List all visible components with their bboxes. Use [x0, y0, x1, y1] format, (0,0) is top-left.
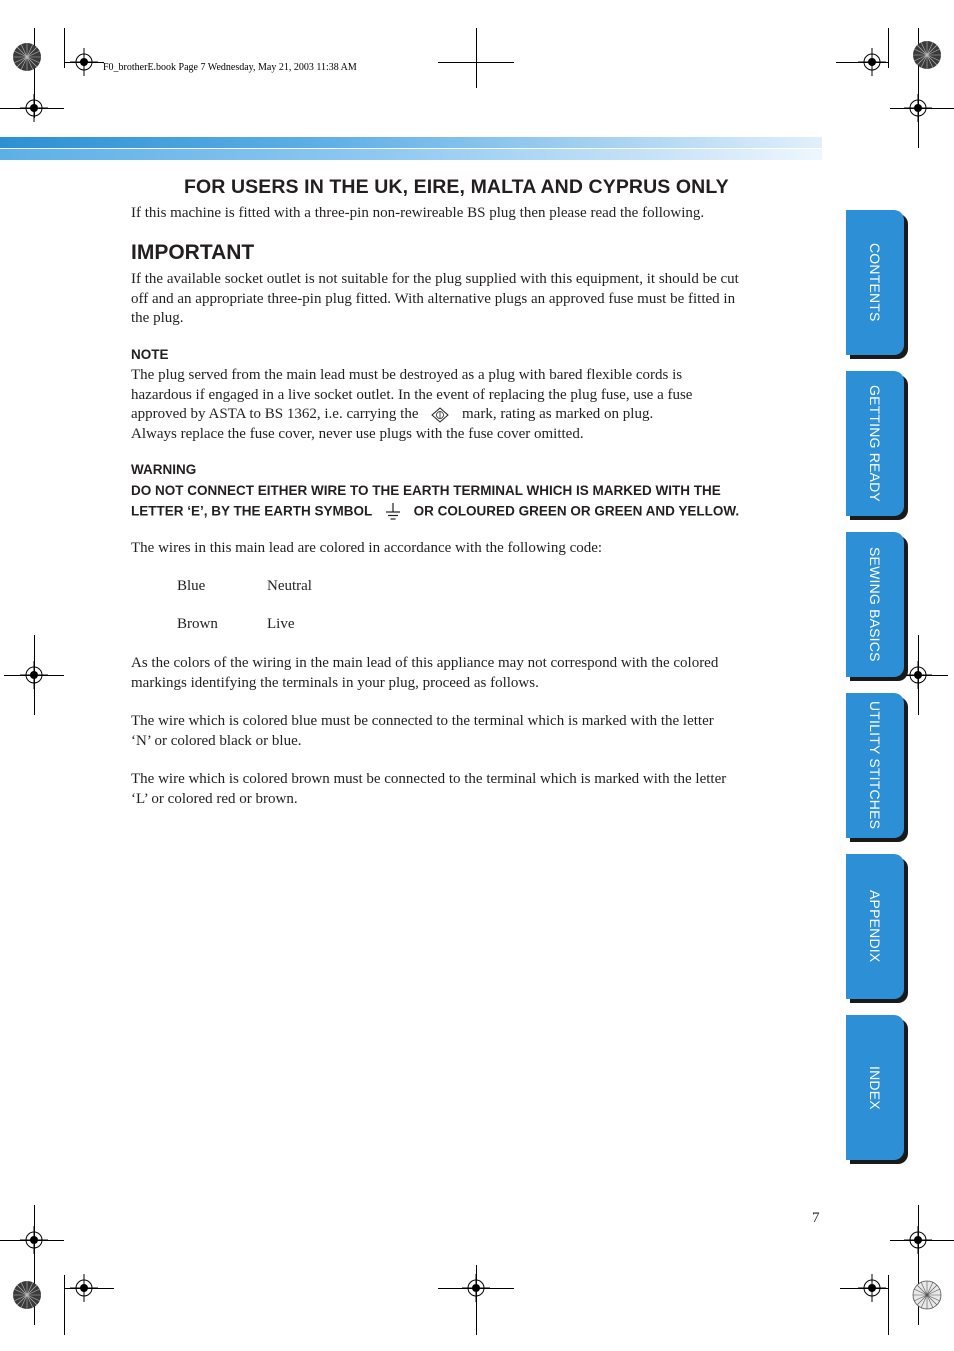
- tab-label: SEWING BASICS: [867, 547, 883, 662]
- crop-mark: [476, 28, 477, 88]
- wire-meaning-neutral: Neutral: [267, 578, 312, 594]
- color-rosette-icon: [12, 1280, 42, 1310]
- tab-index[interactable]: [846, 1015, 906, 1160]
- note-paragraph: The plug served from the main lead must be destroyed as a plug with bared flexible cords is hazardous if engaged in a live socket outlet. In the event of replacing the plug fuse, use a fuse approved by ASTA to BS 1362, i.e. carrying the mark, rating as marked on plug. Always replace the fuse cover, never use plugs with the fuse cover omitted.: [131, 367, 693, 442]
- registration-target-icon: [858, 1274, 886, 1302]
- wire-color-brown: Brown: [177, 616, 218, 632]
- intro-paragraph: If this machine is fitted with a three-pin non-rewireable BS plug then please read the following.: [131, 205, 705, 221]
- colors-paragraph: As the colors of the wiring in the main lead of this appliance may not correspond with the colored markings identifying the terminals in your plug, proceed as follows.: [131, 655, 719, 691]
- blue-wire-paragraph: The wire which is colored blue must be connected to the terminal which is marked with the letter ‘N’ or colored black or blue.: [131, 713, 714, 749]
- warning-heading: WARNING: [131, 462, 197, 477]
- tab-appendix[interactable]: [846, 854, 906, 999]
- page-title: FOR USERS IN THE UK, EIRE, MALTA AND CYPRUS ONLY: [184, 176, 729, 198]
- color-rosette-icon: [12, 42, 42, 72]
- registration-target-icon: [858, 48, 886, 76]
- registration-target-icon: [904, 94, 932, 122]
- important-heading: IMPORTANT: [131, 241, 255, 264]
- header-band: [0, 137, 822, 148]
- important-paragraph: If the available socket outlet is not suitable for the plug supplied with this equipment, it should be cut off and an appropriate three-pin plug fitted. With alternative plugs an approved fuse must be fitted in the plug.: [131, 271, 739, 326]
- tab-label: CONTENTS: [867, 243, 883, 322]
- registration-target-icon: [70, 48, 98, 76]
- note-heading: NOTE: [131, 347, 169, 362]
- registration-target-icon: [904, 661, 932, 689]
- tab-getting-ready[interactable]: [846, 371, 906, 516]
- earth-symbol-icon: [376, 501, 410, 523]
- tab-contents[interactable]: [846, 210, 906, 355]
- registration-target-icon: [462, 1274, 490, 1302]
- brown-wire-paragraph: The wire which is colored brown must be connected to the terminal which is marked with the letter ‘L’ or colored red or brown.: [131, 771, 727, 807]
- wire-meaning-live: Live: [267, 616, 295, 632]
- registration-target-icon: [20, 1226, 48, 1254]
- print-slug: F0_brotherE.book Page 7 Wednesday, May 21, 2003 11:38 AM: [103, 62, 357, 73]
- registration-target-icon: [904, 1226, 932, 1254]
- registration-target-icon: [20, 94, 48, 122]
- color-rosette-icon: [912, 1280, 942, 1310]
- tab-utility-stitches[interactable]: [846, 693, 906, 838]
- crop-mark: [64, 1275, 65, 1335]
- crop-mark: [888, 28, 889, 68]
- crop-mark: [888, 1275, 889, 1335]
- tab-label: INDEX: [867, 1065, 883, 1110]
- crop-mark: [438, 62, 514, 63]
- tab-label: GETTING READY: [867, 385, 883, 502]
- warning-paragraph: DO NOT CONNECT EITHER WIRE TO THE EARTH TERMINAL WHICH IS MARKED WITH THE LETTER ‘E’, BY THE EARTH SYMBOL OR COLOURED GREEN OR GREEN AND YELLOW.: [131, 481, 821, 523]
- color-rosette-icon: [912, 40, 942, 70]
- asta-mark-icon: [422, 406, 458, 424]
- registration-target-icon: [20, 661, 48, 689]
- registration-target-icon: [70, 1274, 98, 1302]
- page-number: 7: [812, 1210, 820, 1226]
- tab-sewing-basics[interactable]: [846, 532, 906, 677]
- header-band: [0, 149, 822, 160]
- tab-label: APPENDIX: [867, 890, 883, 963]
- wire-color-blue: Blue: [177, 578, 206, 594]
- wires-intro: The wires in this main lead are colored in accordance with the following code:: [131, 540, 603, 556]
- tab-label: UTILITY STITCHES: [867, 701, 883, 830]
